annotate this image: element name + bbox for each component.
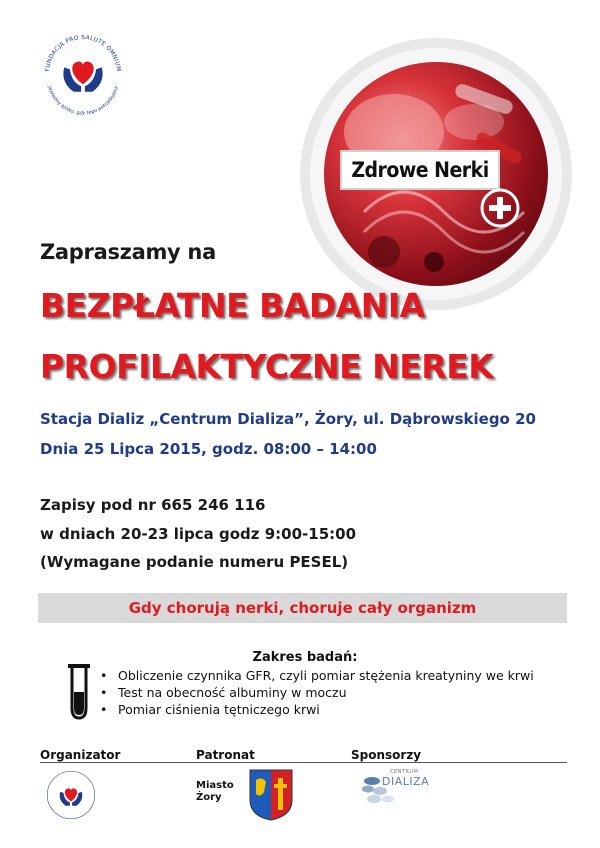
patron-label: Patronat <box>196 748 255 762</box>
date-text: Dnia 25 Lipca 2015, godz. 08:00 – 14:00 <box>40 440 377 458</box>
sponsors-label: Sponsorzy <box>351 748 422 762</box>
registration-phone: Zapisy pod nr 665 246 116 <box>40 496 266 514</box>
scope-list <box>100 667 534 718</box>
foundation-logo <box>36 26 130 120</box>
scope-title: Zakres badań: <box>252 650 358 665</box>
city-coat-of-arms-icon <box>248 768 294 822</box>
footer-divider <box>40 762 567 763</box>
headline-line-2: PROFILAKTYCZNE NEREK <box>40 347 494 386</box>
svg-text:Jesteśmy blisko, gdy tego potr <box>46 85 120 117</box>
test-tube-icon <box>64 662 94 722</box>
sponsor-name: DIALIZA <box>382 775 430 788</box>
list-item: • Obliczenie czynnika GFR, czyli pomiar stężenia kreatyniny we krwi <box>100 667 534 684</box>
slogan-banner <box>38 593 567 623</box>
logo-ring-text: FUNDACJA PRO SALUTE OMNIUM <box>45 35 121 73</box>
registration-dates: w dniach 20-23 lipca godz 9:00-15:00 <box>40 525 357 543</box>
venue-text: Stacja Dializ „Centrum Dializa”, Żory, ul. Dąbrowskiego 20 <box>40 410 536 428</box>
plus-icon <box>480 188 520 228</box>
logo-tagline: Jesteśmy blisko, gdy tego potrzebujesz <box>46 85 120 117</box>
hero-image <box>300 38 572 310</box>
sponsor-logo <box>360 767 440 807</box>
city-name: Miasto Żory <box>196 780 234 803</box>
list-item: • Pomiar ciśnienia tętniczego krwi <box>100 701 534 718</box>
headline-line-1: BEZPŁATNE BADANIA <box>40 286 425 325</box>
organizer-label: Organizator <box>40 748 121 762</box>
invite-text: Zapraszamy na <box>40 240 216 264</box>
list-item: • Test na obecność albuminy w moczu <box>100 684 534 701</box>
hero-label: Zdrowe Nerki <box>340 150 500 190</box>
organizer-logo <box>44 768 98 822</box>
sponsor-small-text: CENTRUM <box>390 769 419 775</box>
slogan-text: Gdy chorują nerki, choruje cały organizm <box>128 599 477 617</box>
registration-note: (Wymagane podanie numeru PESEL) <box>40 553 349 571</box>
